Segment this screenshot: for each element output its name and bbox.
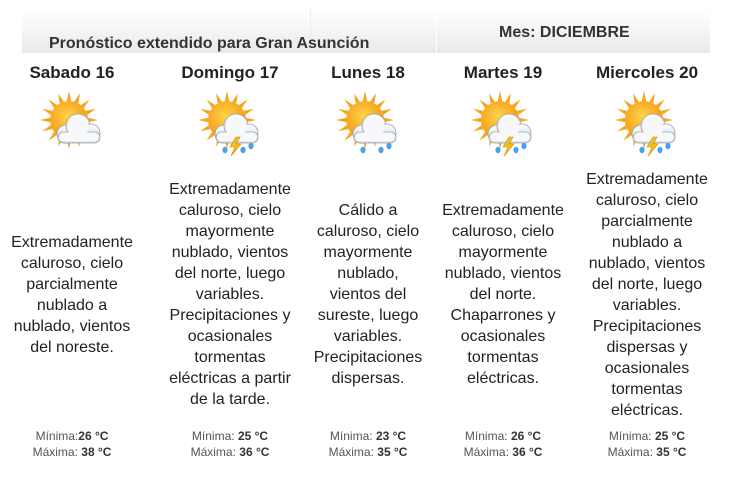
desc-line: eléctricas. <box>610 402 684 419</box>
day-name: Domingo 17 <box>181 63 279 82</box>
desc-line: tormentas <box>194 349 266 366</box>
desc-line: caluroso, cielo <box>20 255 124 272</box>
desc-line: caluroso, cielo <box>451 223 555 240</box>
max-temp: 38 °C <box>81 445 112 459</box>
min-label: Mínima: <box>35 429 79 443</box>
desc-line: Extremadamente <box>442 202 564 219</box>
temperature-range <box>296 428 440 460</box>
sun-cloud-storm-rain-icon <box>196 90 266 160</box>
day-description <box>158 179 302 410</box>
desc-line: variables. <box>195 286 265 303</box>
min-label: Mínima: <box>464 429 508 443</box>
day-description <box>575 169 719 421</box>
day-name: Sabado 16 <box>29 63 115 82</box>
forecast-day-4 <box>431 60 575 470</box>
max-label: Máxima: <box>463 445 509 459</box>
desc-line: caluroso, cielo <box>178 202 282 219</box>
max-temp: 35 °C <box>377 445 408 459</box>
desc-line: Precipitaciones y <box>169 307 291 324</box>
sun-cloud-storm-rain-icon <box>613 90 683 160</box>
forecast-day-5 <box>575 60 719 470</box>
min-temp-row <box>431 428 575 444</box>
desc-line: dispersas. <box>331 370 405 387</box>
desc-line: tormentas <box>467 349 539 366</box>
desc-line: sureste, luego <box>317 307 419 324</box>
desc-line: tormentas <box>611 381 683 398</box>
desc-line: Cálido a <box>338 202 398 219</box>
desc-line: Extremadamente <box>586 171 708 188</box>
desc-line: variables. <box>612 297 682 314</box>
max-label: Máxima: <box>32 445 78 459</box>
forecast-day-3 <box>296 60 440 470</box>
max-label: Máxima: <box>190 445 236 459</box>
desc-line: del norte, luego <box>591 276 703 293</box>
sun-cloud-storm-rain-icon <box>469 90 539 160</box>
desc-line: caluroso, cielo <box>316 223 420 240</box>
min-temp: 25 °C <box>237 429 269 443</box>
desc-line: Extremadamente <box>169 181 291 198</box>
desc-line: mayormente <box>458 244 548 261</box>
min-temp: 25 °C <box>654 429 686 443</box>
desc-line: de la tarde. <box>189 391 271 408</box>
desc-line: del norte. <box>469 286 537 303</box>
desc-line: parcialmente <box>601 213 693 230</box>
temperature-range <box>158 428 302 460</box>
desc-line: vientos del <box>329 286 407 303</box>
desc-line: dispersas y <box>606 339 688 356</box>
desc-line: variables. <box>333 328 403 345</box>
forecast-day-1 <box>0 60 144 470</box>
temperature-range <box>431 428 575 460</box>
desc-line: mayormente <box>323 244 413 261</box>
max-temp: 35 °C <box>656 445 687 459</box>
desc-line: ocasionales <box>460 328 546 345</box>
max-label: Máxima: <box>607 445 653 459</box>
desc-line: eléctricas a partir <box>169 370 291 387</box>
desc-line: caluroso, cielo <box>595 192 699 209</box>
desc-line: Extremadamente <box>11 234 133 251</box>
min-temp-row <box>0 428 144 444</box>
min-temp: 26 °C <box>510 429 542 443</box>
min-temp-row <box>575 428 719 444</box>
min-temp: 23 °C <box>375 429 407 443</box>
min-temp-row <box>296 428 440 444</box>
temperature-range <box>0 428 144 460</box>
max-temp: 36 °C <box>239 445 270 459</box>
sun-cloud-icon <box>38 90 108 160</box>
month-label: Mes: DICIEMBRE <box>499 24 630 41</box>
desc-line: ocasionales <box>187 328 273 345</box>
desc-line: Precipitaciones <box>313 349 423 366</box>
day-name: Miercoles 20 <box>595 63 699 82</box>
desc-line: parcialmente <box>26 276 118 293</box>
max-temp-row <box>0 444 144 460</box>
desc-line: Precipitaciones <box>592 318 702 335</box>
desc-line: mayormente <box>185 223 275 240</box>
forecast-day-2 <box>158 60 302 470</box>
max-temp-row <box>431 444 575 460</box>
desc-line: nublado, <box>337 265 399 282</box>
forecast-title: Pronóstico extendido para Gran Asunción <box>49 35 370 52</box>
day-name: Martes 19 <box>463 63 543 82</box>
max-label: Máxima: <box>328 445 374 459</box>
day-description <box>431 200 575 389</box>
max-temp-row <box>296 444 440 460</box>
day-description <box>0 232 144 358</box>
desc-line: nublado a <box>611 234 683 251</box>
desc-line: Chaparrones y <box>450 307 556 324</box>
desc-line: nublado, vientos <box>13 318 131 335</box>
desc-line: ocasionales <box>604 360 690 377</box>
temperature-range <box>575 428 719 460</box>
max-temp-row <box>575 444 719 460</box>
max-temp-row <box>158 444 302 460</box>
desc-line: eléctricas. <box>466 370 540 387</box>
min-temp-row <box>158 428 302 444</box>
desc-line: nublado, vientos <box>444 265 562 282</box>
desc-line: del noreste. <box>30 339 114 356</box>
day-name: Lunes 18 <box>331 63 405 82</box>
desc-line: nublado, vientos <box>171 244 289 261</box>
max-temp: 36 °C <box>512 445 543 459</box>
sun-cloud-rain-icon <box>334 90 404 160</box>
day-description <box>296 200 440 389</box>
min-temp: 26 °C <box>78 429 109 443</box>
min-label: Mínima: <box>191 429 235 443</box>
desc-line: nublado, vientos <box>588 255 706 272</box>
min-label: Mínima: <box>329 429 373 443</box>
desc-line: nublado a <box>36 297 108 314</box>
desc-line: del norte, luego <box>174 265 286 282</box>
min-label: Mínima: <box>608 429 652 443</box>
